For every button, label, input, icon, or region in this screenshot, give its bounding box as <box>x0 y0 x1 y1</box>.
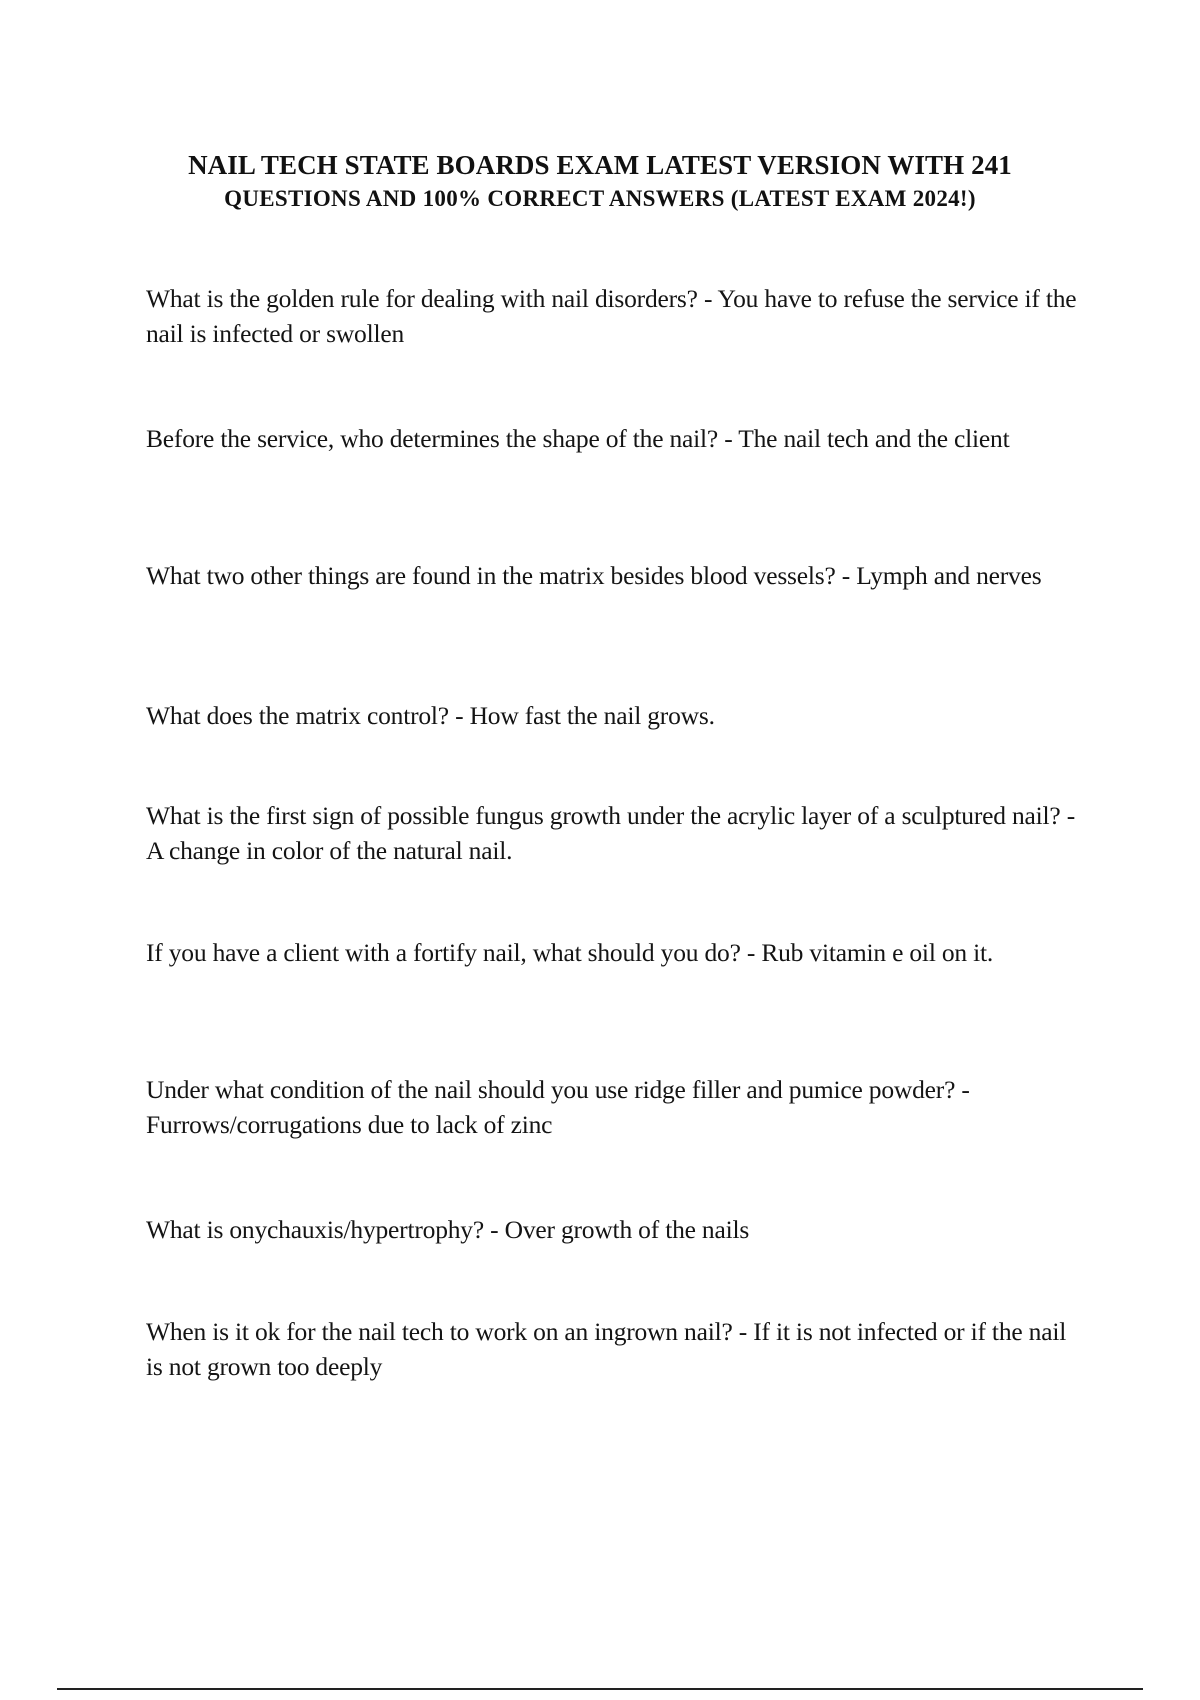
title-line-2: QUESTIONS AND 100% CORRECT ANSWERS (LATEST EXAM 2024!) <box>224 186 976 211</box>
document-title <box>130 148 1070 214</box>
qa-item-1: What is the golden rule for dealing with nail disorders? - You have to refuse the service if the nail is infected or swollen <box>146 284 1077 348</box>
qa-item-7: Under what condition of the nail should you use ridge filler and pumice powder? - Furrows/corrugations due to lack of zinc <box>146 1075 970 1139</box>
qa-item-9: When is it ok for the nail tech to work on an ingrown nail? - If it is not infected or if the nail is not grown too deeply <box>146 1317 1067 1381</box>
qa-item-2: Before the service, who determines the shape of the nail? - The nail tech and the client <box>146 424 1010 453</box>
qa-item-4: What does the matrix control? - How fast the nail grows. <box>146 701 715 730</box>
title-line-1: NAIL TECH STATE BOARDS EXAM LATEST VERSION WITH 241 <box>188 150 1012 180</box>
qa-item-3: What two other things are found in the matrix besides blood vessels? - Lymph and nerves <box>146 561 1042 590</box>
qa-item-8: What is onychauxis/hypertrophy? - Over growth of the nails <box>146 1215 750 1244</box>
qa-item-5: What is the first sign of possible fungus growth under the acrylic layer of a sculptured nail? - A change in color of the natural nail. <box>146 801 1075 865</box>
footer-divider <box>57 1688 1143 1690</box>
qa-item-6: If you have a client with a fortify nail, what should you do? - Rub vitamin e oil on it. <box>146 938 994 967</box>
